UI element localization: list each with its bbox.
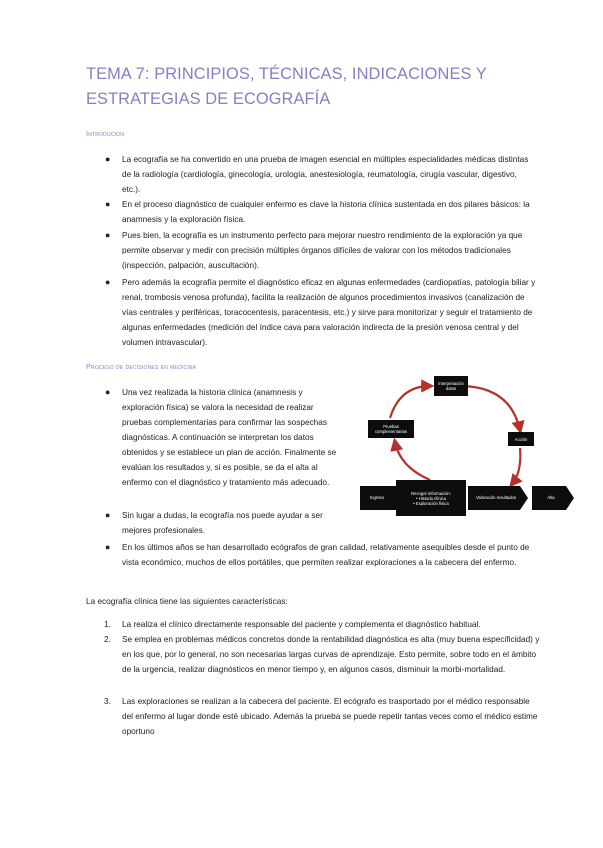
bullet-icon: ● <box>105 199 111 209</box>
intro-bullet: ● Pero además la ecografía permite el diagnóstico eficaz en algunas enfermedades (cardiopatías, patología biliar y renal, trombosis venosa profunda), facilita la realización de algunos procedimientos invasivos (canalización de vías centrales y periféricas, toracocentesis, paracentesis, etc.) y sirve para monitorizar y seguir el tratamiento de algunas enfermedades (medición del índice cava para valoración indirecta de la presión venosa central y del volumen intravascular). <box>105 277 536 347</box>
intro-bullet: ● La ecografía se ha convertido en una prueba de imagen esencial en múltiples especialidades médicas distintas de la radiología (cardiología, ginecología, urología, anestesiología, reumatología, cirugía vascular, digestivo, etc.). <box>105 154 529 194</box>
bullet-icon: ● <box>105 154 111 164</box>
tests-box: Pruebas complementarias <box>368 420 414 438</box>
collect-info-item: • Historia clínica <box>416 495 446 501</box>
feature-number: 2. <box>104 635 111 644</box>
ingreso-label: Ingreso <box>370 495 384 500</box>
bullet-icon: ● <box>105 277 111 287</box>
intro-bullet: ● Pues bien, la ecografía es un instrumento perfecto para mejorar nuestro rendimiento de la exploración ya que permite observar y medir con precisión múltiples órganos difíciles de valorar con los métodos tradicionales (inspección, palpación, auscultación). <box>105 230 523 270</box>
decision-bullet: ● En los últimos años se han desarrollado ecógrafos de gran calidad, relativamente asequibles desde el punto de vista económico, muchos de ellos portátiles, que permiten realizar exploraciones a la cabecera del enfermo. <box>105 542 530 567</box>
decision-bullet: ● Sin lugar a dudas, la ecografía nos puede ayudar a ser mejores profesionales. <box>105 510 323 535</box>
arrow-to-tests <box>395 442 430 480</box>
action-box: Acción <box>508 432 534 446</box>
decision-process-diagram <box>360 372 576 522</box>
feature-item: 1. La realiza el clínico directamente responsable del paciente y complementa el diagnóstico habitual. <box>122 617 542 632</box>
bullet-icon: ● <box>105 510 111 520</box>
arrow-to-interpretation <box>390 386 430 418</box>
arrow-to-results <box>512 448 520 484</box>
feature-item: 3. Las exploraciones se realizan a la cabecera del paciente. El ecógrafo es trasportado por el médico responsable del enfermo al lugar donde esté ubicado. Además la prueba se puede repetir tantas veces como el médico estime oportuno <box>122 694 542 739</box>
collect-info-box <box>396 480 466 516</box>
feature-number: 1. <box>104 620 111 629</box>
arrow-to-action <box>460 386 520 430</box>
bullet-icon: ● <box>105 387 111 397</box>
bullet-icon: ● <box>105 230 111 240</box>
features-intro: La ecografía clínica tiene las siguientes características: <box>86 597 288 606</box>
collect-info-item: • Exploración física <box>413 500 449 506</box>
alta-label: Alta <box>547 495 555 500</box>
section-heading-intro: Introducion <box>86 129 125 138</box>
collect-info-label: Recoger información: <box>411 490 451 496</box>
decision-bullet: ● Una vez realizada la historia clínica (anamnesis y exploración física) se valora la necesidad de realizar pruebas complementarias para confirmar las sospechas diagnósticas. A continuación se interpretan los datos obtenidos y se establece un plan de acción. Finalmente se evalúan los resultados y, si es posible, se da el alta al enfermo con el diagnóstico y tratamiento más adecuado. <box>105 387 337 487</box>
section-heading-decisions: Proceso de decisiones en medicina <box>86 362 197 371</box>
feature-number: 3. <box>104 697 111 706</box>
feature-item: 2. Se emplea en problemas médicos concretos donde la rentabilidad diagnóstica es alta (muy buena especificidad) y en los que, por lo general, no son necesarias largas curvas de aprendizaje. Esto permite, sobre todo en el ámbito de la urgencia, realizar diagnósticos en menor tiempo y, en algunos casos, disminuir la morbi-mortalidad. <box>122 632 542 677</box>
results-label: Valoración resultados <box>476 495 516 500</box>
bullet-icon: ● <box>105 542 111 552</box>
page-title: TEMA 7: PRINCIPIOS, TÉCNICAS, INDICACIONES Y ESTRATEGIAS DE ECOGRAFÍA <box>86 65 487 108</box>
intro-bullet: ● En el proceso diagnóstico de cualquier enfermo es clave la historia clínica sustentada en dos pilares básicos: la anamnesis y la exploración física. <box>105 199 530 224</box>
interpretation-box: Interpretación datos <box>434 376 468 396</box>
